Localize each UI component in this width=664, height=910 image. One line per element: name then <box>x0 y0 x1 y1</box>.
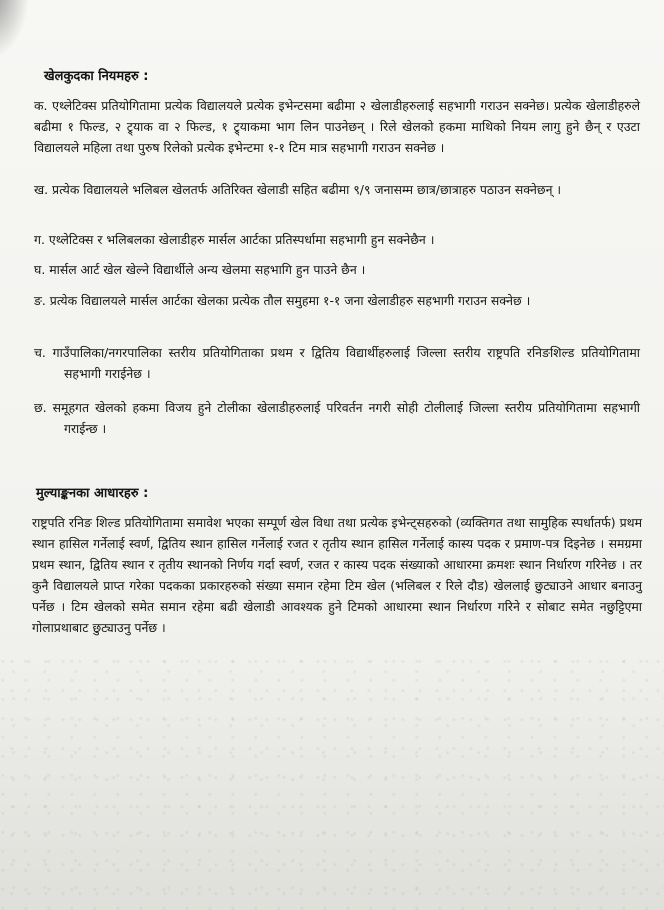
rule-text: ग. एथ्लेटिक्स र भलिबलका खेलाडीहरु मार्सल आर्टका प्रतिस्पर्धामा सहभागी हुन सक्नेछैन । <box>34 232 435 247</box>
rule-text: च. गाउँपालिका/नगरपालिका स्तरीय प्रतियोगिताका प्रथम र द्वितिय विद्यार्थीहरुलाई जिल्ला स्तरीय राष्ट्रपति रनिङशिल्ड प्रतियोगितामा सहभागी गराईनेछ । <box>34 345 640 381</box>
rule-text: ङ. प्रत्येक विद्यालयले मार्सल आर्टका खेलका प्रत्येक तौल समुहमा १-१ जना खेलाडीहरु सहभागी गराउन सक्नेछ । <box>34 293 531 308</box>
evaluation-heading: मुल्याङ्कनका आधारहरु : <box>36 486 149 501</box>
evaluation-paragraph: राष्ट्रपति रनिङ शिल्ड प्रतियोगितामा समावेश भएका सम्पूर्ण खेल विधा तथा प्रत्येक इभेन्ट्सहरुको (व्यक्तिगत तथा सामुहिक स्पर्धातर्फ) प्रथम स्थान हासिल गर्नेलाई स्वर्ण, द्वितिय स्थान हासिल गर्नेलाई रजत र तृतीय स्थान हासिल गर्नेलाई कास्य पदक र प्रमाण-पत्र दिइनेछ । समग्रमा प्रथम स्थान, द्वितिय स्थान र तृतीय स्थानको निर्णय गर्दा स्वर्ण, रजत र कास्य पदक संख्याको आधारमा क्रमशः स्थान निर्धारण गरिनेछ । तर कुनै विद्यालयले प्राप्त गरेका पदकका प्रकारहरुको संख्या समान रहेमा टिम खेल (भलिबल र रिले दौड) खेललाई छुट्याउने आधार बनाउनु पर्नेछ । टिम खेलको समेत समान रहेमा बढी खेलाडी आवश्यक हुने टिमको आधारमा स्थान निर्धारण गरिने र सोबाट समेत नछुट्टिएमा गोलाप्रथाबाट छुट्याउनु पर्नेछ । <box>32 515 642 635</box>
rule-text: ख. प्रत्येक विद्यालयले भलिबल खेलतर्फ अतिरिक्त खेलाडी सहित बढीमा ९/९ जनासम्म छात्र/छात्राहरु पठाउन सक्नेछन् । <box>34 182 562 197</box>
rule-item-ka <box>34 95 640 158</box>
rule-item-chha <box>34 397 640 439</box>
rule-text: क. एथ्लेटिक्स प्रतियोगितामा प्रत्येक विद्यालयले प्रत्येक इभेन्टसमा बढीमा २ खेलाडीहरुलाई सहभागी गराउन सक्नेछ। प्रत्येक खेलाडीहरुले बढीमा १ फिल्ड, २ ट्र्याक वा २ फिल्ड, १ ट्र्याकमा भाग लिन पाउनेछन् । रिले खेलको हकमा माथिको नियम लागु हुने छैन् र एउटा विद्यालयले महिला तथा पुरुष रिलेको प्रत्येक इभेन्टमा १-१ टिम मात्र सहभागी गराउन सक्नेछ । <box>34 98 640 155</box>
rule-item-ga <box>34 229 640 250</box>
rule-item-nga <box>34 290 640 311</box>
rule-item-cha <box>34 342 640 384</box>
rule-item-kha <box>34 179 640 200</box>
rule-text: छ. समूहगत खेलको हकमा विजय हुने टोलीका खेलाडीहरुलाई परिवर्तन नगरी सोही टोलीलाई जिल्ला स्तरीय प्रतियोगितामा सहभागी गराईन्छ । <box>34 400 640 436</box>
rule-item-gha <box>34 259 640 280</box>
rule-text: घ. मार्सल आर्ट खेल खेल्ने विद्यार्थीले अन्य खेलमा सहभागि हुन पाउने छैन । <box>34 262 366 277</box>
rules-heading: खेलकुदका नियमहरु : <box>44 69 149 84</box>
